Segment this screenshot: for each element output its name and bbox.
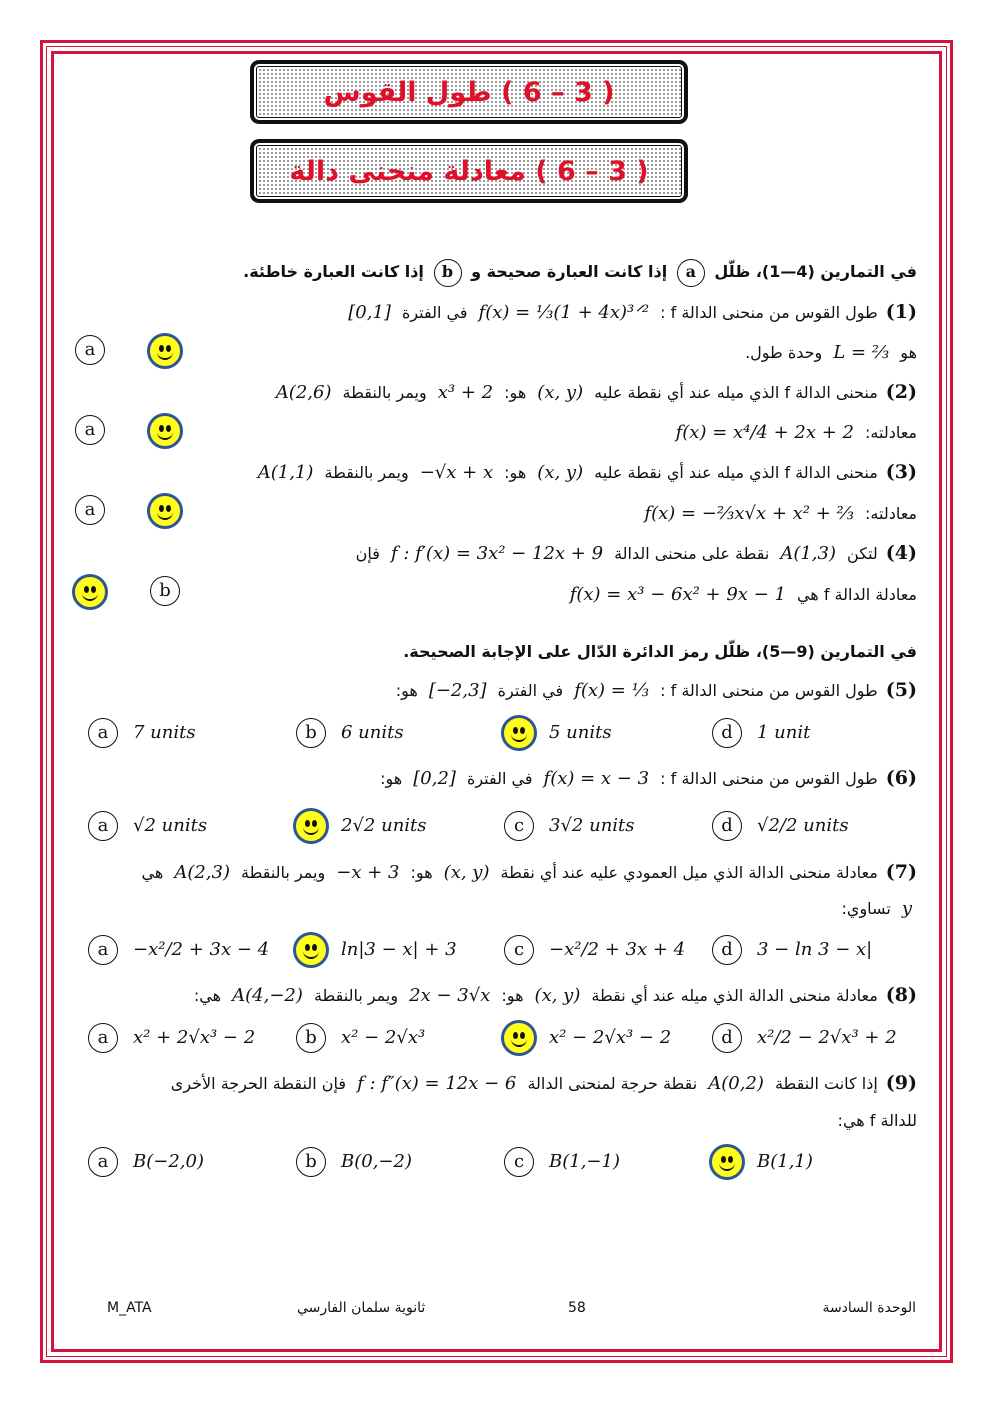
question-text: طول القوس من منحنى الدالة f : <box>660 769 878 788</box>
exercise-line <box>838 1103 917 1137</box>
answer-choice-d[interactable]: d <box>712 811 742 841</box>
math-expression: (x, y) <box>443 862 490 883</box>
question-text: وحدة طول. <box>745 343 823 362</box>
selected-answer-smiley-icon[interactable] <box>147 413 183 449</box>
selected-answer-smiley-icon[interactable] <box>147 493 183 529</box>
math-expression: (x, y) <box>537 382 584 403</box>
math-expression: (x, y) <box>537 462 584 483</box>
answer-option-text[interactable]: 3√2 units <box>549 815 635 836</box>
selected-answer-smiley-icon[interactable] <box>501 1020 537 1056</box>
answer-option-text[interactable]: B(1,1) <box>757 1151 813 1172</box>
question-text: هي: <box>193 986 222 1005</box>
question-number: (4) <box>885 542 917 564</box>
math-expression: f(x) = x − 3 <box>543 768 650 789</box>
title-text: ( 3 – 6 ) طول القوس <box>323 76 615 108</box>
answer-choice-a[interactable]: a <box>88 718 118 748</box>
question-text: نقطة حرجة لمنحنى الدالة <box>527 1074 698 1093</box>
footer-school: ثانوية سلمان الفارسي <box>297 1300 426 1316</box>
answer-option-text[interactable]: 6 units <box>341 722 404 743</box>
section-title-arc-length <box>250 60 688 124</box>
math-expression: [−2,3] <box>428 680 487 701</box>
question-number: (9) <box>885 1072 917 1094</box>
question-number: (7) <box>885 861 917 883</box>
selected-answer-smiley-icon[interactable] <box>293 932 329 968</box>
answer-choice-a[interactable]: a <box>75 495 105 525</box>
math-expression: A(2,3) <box>174 862 230 883</box>
math-expression: f(x) = x³ − 6x² + 9x − 1 <box>569 584 786 605</box>
math-expression: A(1,1) <box>257 462 314 483</box>
answer-choice-c[interactable]: c <box>504 811 534 841</box>
smiley-mouth <box>303 824 319 835</box>
exercise-line <box>396 673 917 707</box>
question-text: هو: <box>410 863 433 882</box>
section-title-curve-equation <box>250 139 688 203</box>
footer-author: M_ATA <box>107 1300 152 1316</box>
question-text: فإن <box>355 544 380 563</box>
answer-option-text[interactable]: √2 units <box>133 815 208 836</box>
smiley-mouth <box>303 948 319 959</box>
question-number: (2) <box>885 381 917 403</box>
question-text: معادلة منحنى الدالة الذي ميل العمودي عليه عند أي نقطة <box>500 863 878 882</box>
question-number: (5) <box>885 679 917 701</box>
exercise-line <box>194 978 917 1012</box>
answer-choice-a[interactable]: a <box>88 1147 118 1177</box>
math-expression: y <box>901 898 912 919</box>
question-text: لتكن <box>847 544 878 563</box>
answer-option-text[interactable]: −x²/2 + 3x − 4 <box>133 939 270 960</box>
math-expression: f(x) = −⅔x√x + x² + ⅔ <box>644 503 854 524</box>
question-text: في التمارين (4—1)، ظلّل <box>714 262 917 281</box>
exercise-line <box>380 761 917 795</box>
exercise-line <box>142 855 918 889</box>
exercise-line <box>565 577 917 611</box>
question-text: فإن النقطة الحرجة الأخرى <box>170 1074 347 1093</box>
answer-choice-c[interactable]: c <box>504 1147 534 1177</box>
answer-option-text[interactable]: x² − 2√x³ − 2 <box>549 1027 672 1048</box>
question-text: معادلته: <box>865 423 917 442</box>
answer-option-text[interactable]: x² + 2√x³ − 2 <box>133 1027 256 1048</box>
exercise-line <box>403 635 917 669</box>
math-expression: −x + 3 <box>336 862 400 883</box>
question-text: في الفترة <box>497 681 564 700</box>
math-expression: A(1,3) <box>780 543 836 564</box>
answer-choice-b[interactable]: b <box>296 718 326 748</box>
answer-option-text[interactable]: √2/2 units <box>757 815 849 836</box>
selected-answer-smiley-icon[interactable] <box>293 808 329 844</box>
exercise-line <box>243 255 917 289</box>
question-text: ويمر بالنقطة <box>313 986 399 1005</box>
question-text: هو: <box>504 383 527 402</box>
math-expression: A(2,6) <box>275 382 332 403</box>
smiley-mouth <box>82 590 98 601</box>
exercise-line <box>343 295 917 329</box>
question-text: معادلة منحنى الدالة الذي ميله عند أي نقطة <box>591 986 878 1005</box>
math-expression: [0,2] <box>413 768 456 789</box>
question-number: (1) <box>885 301 917 323</box>
question-number: (8) <box>885 984 917 1006</box>
selected-answer-smiley-icon[interactable] <box>147 333 183 369</box>
selected-answer-smiley-icon[interactable] <box>72 574 108 610</box>
answer-option-text[interactable]: 1 unit <box>757 722 811 743</box>
smiley-mouth <box>157 349 173 360</box>
question-text: في الفترة <box>466 769 533 788</box>
math-expression: A(0,2) <box>708 1073 764 1094</box>
smiley-mouth <box>511 731 527 742</box>
answer-option-text[interactable]: B(0,−2) <box>341 1151 412 1172</box>
question-text: إذا كانت العبارة خاطئة. <box>243 262 424 281</box>
answer-choice-a[interactable]: a <box>75 335 105 365</box>
smiley-mouth <box>157 509 173 520</box>
footer-page-number: 58 <box>568 1300 586 1316</box>
math-expression: f(x) = ⅓(1 + 4x)³ᐟ² <box>478 302 650 323</box>
exercise-line <box>271 375 917 409</box>
question-number: (3) <box>885 461 917 483</box>
smiley-mouth <box>719 1160 735 1171</box>
question-text: إذا كانت النقطة <box>774 1074 878 1093</box>
question-text: طول القوس من منحنى الدالة f : <box>660 303 878 322</box>
answer-choice-a[interactable]: a <box>88 935 118 965</box>
selected-answer-smiley-icon[interactable] <box>709 1144 745 1180</box>
question-text: إذا كانت العبارة صحيحة و <box>471 262 668 281</box>
answer-option-text[interactable]: B(1,−1) <box>549 1151 620 1172</box>
exercise-line <box>171 1066 917 1100</box>
answer-choice-d[interactable]: d <box>712 718 742 748</box>
answer-choice-a[interactable]: a <box>88 1023 118 1053</box>
question-text: هو: <box>380 769 403 788</box>
exercise-line <box>842 891 917 925</box>
answer-choice-b[interactable]: b <box>296 1023 326 1053</box>
footer-unit: الوحدة السادسة <box>822 1300 916 1316</box>
answer-choice-d[interactable]: d <box>712 935 742 965</box>
question-text: ويمر بالنقطة <box>342 383 427 402</box>
title-text: ( 3 – 6 ) معادلة منحنى دالة <box>289 155 649 187</box>
question-text: منحنى الدالة f الذي ميله عند أي نقطة عليه <box>594 383 878 402</box>
answer-option-text[interactable]: x² − 2√x³ <box>341 1027 426 1048</box>
answer-option-text[interactable]: B(−2,0) <box>133 1151 204 1172</box>
question-text: نقطة على منحنى الدالة <box>614 544 770 563</box>
question-number: (6) <box>885 767 917 789</box>
math-expression: f(x) = x⁴/4 + 2x + 2 <box>675 422 854 443</box>
math-expression: [0,1] <box>348 302 391 323</box>
math-expression: (x, y) <box>534 985 581 1006</box>
answer-choice-a[interactable]: a <box>88 811 118 841</box>
question-text: منحنى الدالة f الذي ميله عند أي نقطة عليه <box>594 463 878 482</box>
question-text: معادلة الدالة f هي <box>796 585 917 604</box>
exercise-line <box>356 536 917 570</box>
exercise-line <box>671 415 917 449</box>
math-expression: f : f′(x) = 3x² − 12x + 9 <box>391 543 604 564</box>
question-text: ويمر بالنقطة <box>241 863 326 882</box>
math-expression: −√x + x <box>419 462 494 483</box>
math-expression: 2x − 3√x <box>409 985 491 1006</box>
math-expression: x³ + 2 <box>437 382 494 403</box>
exercise-line <box>253 455 917 489</box>
answer-option-text[interactable]: 2√2 units <box>341 815 427 836</box>
answer-option-text[interactable]: x²/2 − 2√x³ + 2 <box>757 1027 897 1048</box>
selected-answer-smiley-icon[interactable] <box>501 715 537 751</box>
smiley-mouth <box>157 429 173 440</box>
answer-option-text[interactable]: −x²/2 + 3x + 4 <box>549 939 686 960</box>
question-text: هو: <box>395 681 418 700</box>
question-text: هي <box>141 863 164 882</box>
answer-choice-b[interactable]: b <box>150 576 180 606</box>
question-text: ويمر بالنقطة <box>324 463 409 482</box>
answer-choice-b[interactable]: b <box>296 1147 326 1177</box>
answer-choice-a[interactable]: a <box>75 415 105 445</box>
question-text: معادلته: <box>865 504 917 523</box>
legend-circle-a: a <box>677 259 705 287</box>
answer-option-text[interactable]: 7 units <box>133 722 196 743</box>
question-text: تساوي: <box>841 899 891 918</box>
question-text: في التمارين (9—5)، ظلّل رمز الدائرة الدّال على الإجابة الصحيحة. <box>403 642 917 661</box>
math-expression: f(x) = ⅓ <box>574 680 650 701</box>
question-text: طول القوس من منحنى الدالة f : <box>660 681 878 700</box>
answer-option-text[interactable]: 3 − ln 3 − x| <box>757 939 873 960</box>
exercise-line <box>745 335 917 369</box>
smiley-mouth <box>511 1036 527 1047</box>
math-expression: A(4,−2) <box>232 985 303 1006</box>
answer-option-text[interactable]: 5 units <box>549 722 612 743</box>
answer-option-text[interactable]: ln|3 − x| + 3 <box>341 939 457 960</box>
question-text: هو: <box>504 463 527 482</box>
question-text: هو: <box>501 986 524 1005</box>
math-expression: f : f″(x) = 12x − 6 <box>357 1073 517 1094</box>
answer-choice-d[interactable]: d <box>712 1023 742 1053</box>
math-expression: L = ⅔ <box>833 342 890 363</box>
question-text: للدالة f هي: <box>837 1111 917 1130</box>
question-text: هو <box>900 343 917 362</box>
legend-circle-b: b <box>434 259 462 287</box>
question-text: في الفترة <box>401 303 468 322</box>
answer-choice-c[interactable]: c <box>504 935 534 965</box>
exercise-line <box>639 496 917 530</box>
